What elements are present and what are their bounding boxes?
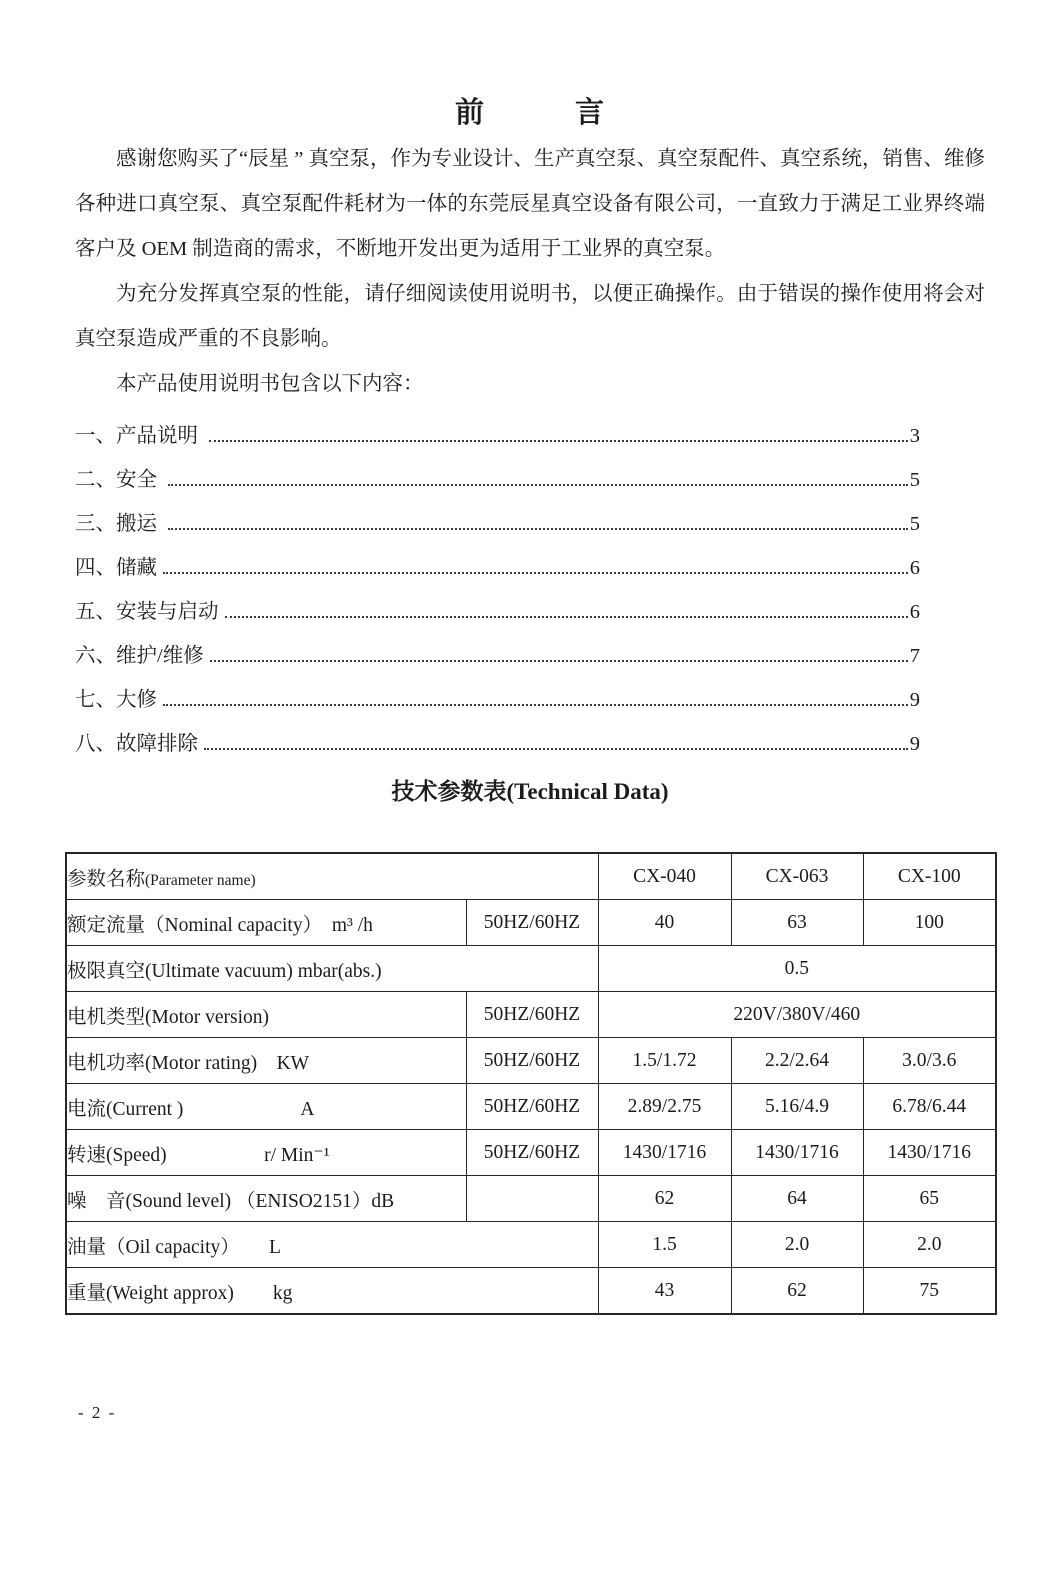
value-cell: 2.2/2.64: [731, 1038, 863, 1084]
model-header-cx063: CX-063: [731, 853, 863, 900]
toc-page-number: 7: [909, 644, 920, 667]
value-cell: 63: [731, 900, 863, 946]
toc-item-label: 二、安全: [75, 468, 163, 491]
page-title: 前 言: [454, 97, 605, 129]
table-row-weight: [66, 1268, 996, 1315]
value-cell: 1430/1716: [598, 1130, 731, 1176]
toc-item-label: 七、大修: [75, 688, 157, 711]
param-label-cell: 电机类型(Motor version): [66, 992, 466, 1038]
value-cell: 1.5: [598, 1222, 731, 1268]
toc-page-number: 3: [909, 424, 920, 447]
param-label-cell: 转速(Speed) r/ Min⁻¹: [66, 1130, 466, 1176]
param-label-cell: 重量(Weight approx) kg: [66, 1268, 598, 1315]
param-name-header-cell: [66, 853, 598, 900]
value-cell: 100: [863, 900, 996, 946]
merged-value-cell: 220V/380V/460: [598, 992, 996, 1038]
toc-item-label: 四、储藏: [75, 556, 157, 579]
toc-item-label: 五、安装与启动: [75, 600, 219, 623]
preface-paragraph-1: 感谢您购买了“辰星 ” 真空泵，作为专业设计、生产真空泵、真空泵配件、真空系统，销售、维修各种进口真空泵、真空泵配件耗材为一体的东莞辰星真空设备有限公司，一直致力于满足工业界终端客户及 OEM 制造商的需求，不断地开发出更为适用于工业界的真空泵。: [75, 148, 985, 260]
document-page: [0, 90, 1060, 1590]
table-row-header: [66, 853, 996, 900]
toc-leader-dots: [163, 704, 908, 706]
toc-item-transport: [75, 497, 920, 541]
toc-leader-dots: [210, 660, 908, 662]
freq-cell: 50HZ/60HZ: [466, 1084, 598, 1130]
value-cell: 65: [863, 1176, 996, 1222]
table-row-oil-capacity: [66, 1222, 996, 1268]
table-row-motor-version: [66, 992, 996, 1038]
value-cell: 5.16/4.9: [731, 1084, 863, 1130]
freq-cell: 50HZ/60HZ: [466, 1130, 598, 1176]
toc-leader-dots: [225, 616, 908, 618]
toc-item-product-description: [75, 409, 920, 453]
value-cell: 2.0: [863, 1222, 996, 1268]
toc-page-number: 6: [909, 556, 920, 579]
table-row-ultimate-vacuum: [66, 946, 996, 992]
table-row-sound-level: [66, 1176, 996, 1222]
merged-value-cell: 0.5: [598, 946, 996, 992]
value-cell: 2.0: [731, 1222, 863, 1268]
toc-leader-dots: [168, 484, 908, 486]
toc-page-number: 9: [909, 732, 920, 755]
param-label-cell: 电机功率(Motor rating) KW: [66, 1038, 466, 1084]
value-cell: 1430/1716: [863, 1130, 996, 1176]
toc-item-maintenance-repair: [75, 629, 920, 673]
preface-content: [75, 137, 985, 407]
technical-data-table: [65, 852, 997, 1315]
param-label-cell: 电流(Current ) A: [66, 1084, 466, 1130]
toc-page-number: 9: [909, 688, 920, 711]
param-name-en: (Parameter name): [145, 871, 256, 889]
model-header-cx100: CX-100: [863, 853, 996, 900]
toc-item-troubleshooting: [75, 717, 920, 761]
preface-paragraph-3: 本产品使用说明书包含以下内容：: [116, 373, 424, 395]
value-cell: 6.78/6.44: [863, 1084, 996, 1130]
table-row-nominal-capacity: [66, 900, 996, 946]
param-label-cell: 油量（Oil capacity） L: [66, 1222, 598, 1268]
freq-cell: 50HZ/60HZ: [466, 992, 598, 1038]
toc-item-label: 六、维护/维修: [75, 644, 204, 667]
table-row-current: [66, 1084, 996, 1130]
param-name-zh: 参数名称: [67, 868, 146, 890]
value-cell: 43: [598, 1268, 731, 1315]
freq-cell: 50HZ/60HZ: [466, 1038, 598, 1084]
freq-cell-empty: [466, 1176, 598, 1222]
value-cell: 75: [863, 1268, 996, 1315]
table-row-motor-rating: [66, 1038, 996, 1084]
model-header-cx040: CX-040: [598, 853, 731, 900]
value-cell: 64: [731, 1176, 863, 1222]
toc-page-number: 5: [909, 512, 920, 535]
param-label-cell: 额定流量（Nominal capacity） m³ /h: [66, 900, 466, 946]
value-cell: 2.89/2.75: [598, 1084, 731, 1130]
toc-leader-dots: [163, 572, 908, 574]
toc-item-safety: [75, 453, 920, 497]
param-label-cell: 噪 音(Sound level) （ENISO2151）dB: [66, 1176, 466, 1222]
preface-paragraph-2: 为充分发挥真空泵的性能，请仔细阅读使用说明书，以便正确操作。由于错误的操作使用将会对真空泵造成严重的不良影响。: [75, 283, 985, 350]
value-cell: 1430/1716: [731, 1130, 863, 1176]
toc-leader-dots: [204, 748, 908, 750]
toc-page-number: 6: [909, 600, 920, 623]
param-label-cell: 极限真空(Ultimate vacuum) mbar(abs.): [66, 946, 598, 992]
value-cell: 3.0/3.6: [863, 1038, 996, 1084]
toc-item-installation-startup: [75, 585, 920, 629]
toc-item-label: 一、产品说明: [75, 424, 204, 447]
value-cell: 62: [731, 1268, 863, 1315]
toc-leader-dots: [209, 440, 908, 442]
table-of-contents: [75, 409, 920, 761]
toc-leader-dots: [168, 528, 908, 530]
value-cell: 62: [598, 1176, 731, 1222]
table-row-speed: [66, 1130, 996, 1176]
value-cell: 40: [598, 900, 731, 946]
technical-data-title: 技术参数表(Technical Data): [391, 779, 669, 804]
value-cell: 1.5/1.72: [598, 1038, 731, 1084]
toc-page-number: 5: [909, 468, 920, 491]
page-number-footer: - 2 -: [78, 1403, 117, 1422]
toc-item-label: 八、故障排除: [75, 732, 198, 755]
toc-item-storage: [75, 541, 920, 585]
freq-cell: 50HZ/60HZ: [466, 900, 598, 946]
toc-item-label: 三、搬运: [75, 512, 163, 535]
toc-item-overhaul: [75, 673, 920, 717]
